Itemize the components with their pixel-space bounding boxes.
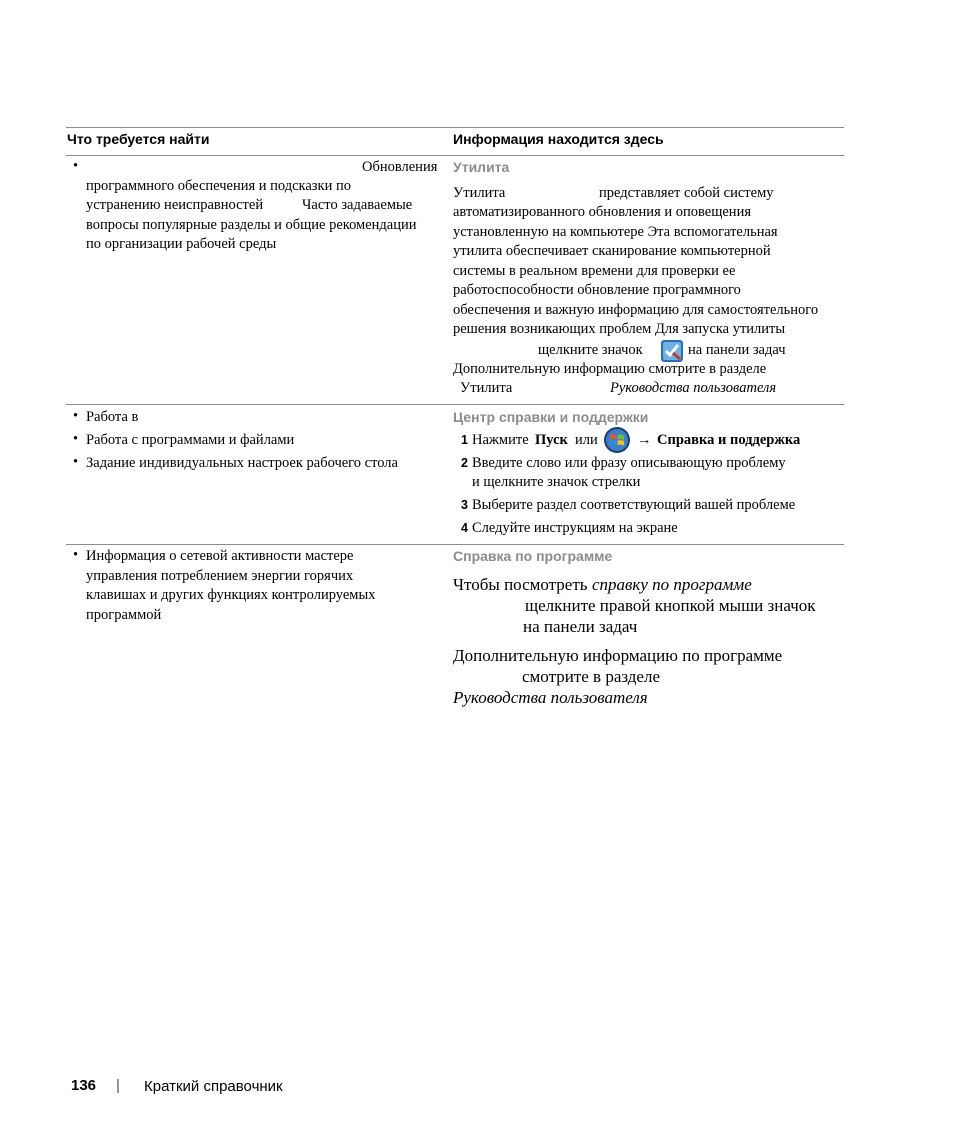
row3-left-line2: управления потреблением энергии горячих xyxy=(86,568,354,584)
step-4-text: Следуйте инструкциям на экране xyxy=(472,520,678,536)
utility-body-line1b: представляет собой систему xyxy=(599,185,774,201)
program-help-p2-line3 xyxy=(453,687,648,708)
help-support-label: Справка и поддержка xyxy=(657,432,801,448)
row3-left-line4: программой xyxy=(86,607,162,623)
step-1-arrow: → xyxy=(637,432,652,448)
bullet: • xyxy=(73,158,79,174)
utility-body-line7: обеспечения и важную информацию для самостоятельного xyxy=(453,302,819,318)
row1-left-line2: программного обеспечения и подсказки по xyxy=(86,178,351,194)
row2-bullet-3: Задание индивидуальных настроек рабочего стола xyxy=(86,455,398,471)
bullet: • xyxy=(73,431,79,447)
utility-body-line6: работоспособности обновление программного xyxy=(453,282,741,298)
step-1-or: или xyxy=(575,432,598,448)
row3-left-line1: Информация о сетевой активности мастере xyxy=(86,548,354,564)
utility-body-line9a: щелкните значок xyxy=(538,342,643,358)
page-number: 136 xyxy=(71,1077,97,1094)
utility-body-line3: установленную на компьютере Эта вспомогательная xyxy=(453,224,778,240)
row1-left-line3a: устранению неисправностей xyxy=(86,197,264,213)
row2-bullet-2: Работа с программами и файлами xyxy=(86,432,295,448)
row2-bullet-1: Работа в xyxy=(86,409,139,425)
bullet: • xyxy=(73,547,79,563)
utility-body-line2: автоматизированного обновления и оповещения xyxy=(453,204,751,220)
step-2-line1: Введите слово или фразу описывающую проблему xyxy=(472,455,786,471)
section-title-help-center: Центр справки и поддержки xyxy=(453,409,649,425)
row3-left-line3: клавишах и других функциях контролируемых xyxy=(86,587,376,603)
program-help-p1-line1a: Чтобы посмотреть xyxy=(453,575,588,594)
row1-left-line4: вопросы популярные разделы и общие рекомендации xyxy=(86,217,417,233)
step-2-line2: и щелкните значок стрелки xyxy=(472,474,641,490)
row1-bottom-rule xyxy=(66,404,844,405)
user-guide-ref: Руководства пользователя xyxy=(453,688,648,707)
column-header-location: Информация находится здесь xyxy=(453,131,664,147)
program-help-p1-line2: щелкните правой кнопкой мыши значок xyxy=(525,596,816,615)
utility-body-line5: системы в реальном времени для проверки ее xyxy=(453,263,736,279)
utility-body-line4: утилита обеспечивает сканирование компьютерной xyxy=(453,243,771,259)
row2-bottom-rule xyxy=(66,544,844,545)
utility-body-line10: Дополнительную информацию смотрите в разделе xyxy=(453,361,767,377)
step-number-4: 4 xyxy=(461,521,468,535)
user-guide-ref: Руководства пользователя xyxy=(610,380,777,396)
step-number-3: 3 xyxy=(461,498,468,512)
footer-separator: | xyxy=(116,1077,120,1094)
step-1-help xyxy=(657,431,800,451)
start-label: Пуск xyxy=(535,432,568,448)
step-3-text: Выберите раздел соответствующий вашей проблеме xyxy=(472,497,796,513)
table-top-rule xyxy=(66,127,844,128)
program-help-p1-line1b xyxy=(592,574,752,595)
step-1-text-a: Нажмите xyxy=(472,432,529,448)
header-bottom-rule xyxy=(66,155,844,156)
step-1-start xyxy=(535,431,568,451)
utility-body-line11a: Утилита xyxy=(460,380,513,396)
bullet: • xyxy=(73,408,79,424)
bullet: • xyxy=(73,454,79,470)
utility-body-line8: решения возникающих проблем Для запуска утилиты xyxy=(453,321,786,337)
utility-body-line9b: на панели задач xyxy=(688,342,786,358)
column-header-find: Что требуется найти xyxy=(67,131,210,147)
step-number-1: 1 xyxy=(461,433,468,447)
utility-body-line11b xyxy=(610,379,776,399)
windows-start-icon xyxy=(602,426,632,454)
footer-title: Краткий справочник xyxy=(144,1078,283,1095)
program-help-p2-line2: смотрите в разделе xyxy=(522,667,660,686)
row1-left-line3b: Часто задаваемые xyxy=(302,197,413,213)
program-help-p2-line1: Дополнительную информацию по программе xyxy=(453,646,783,665)
section-title-program-help: Справка по программе xyxy=(453,548,613,564)
program-help-p1-line3: на панели задач xyxy=(523,617,638,636)
section-title-utility: Утилита xyxy=(453,159,510,175)
row1-left-line1: Обновления xyxy=(362,159,438,175)
program-help-ref: справку по программе xyxy=(592,575,752,594)
step-number-2: 2 xyxy=(461,456,468,470)
row1-left-line5: по организации рабочей среды xyxy=(86,236,277,252)
utility-body-line1a: Утилита xyxy=(453,185,506,201)
